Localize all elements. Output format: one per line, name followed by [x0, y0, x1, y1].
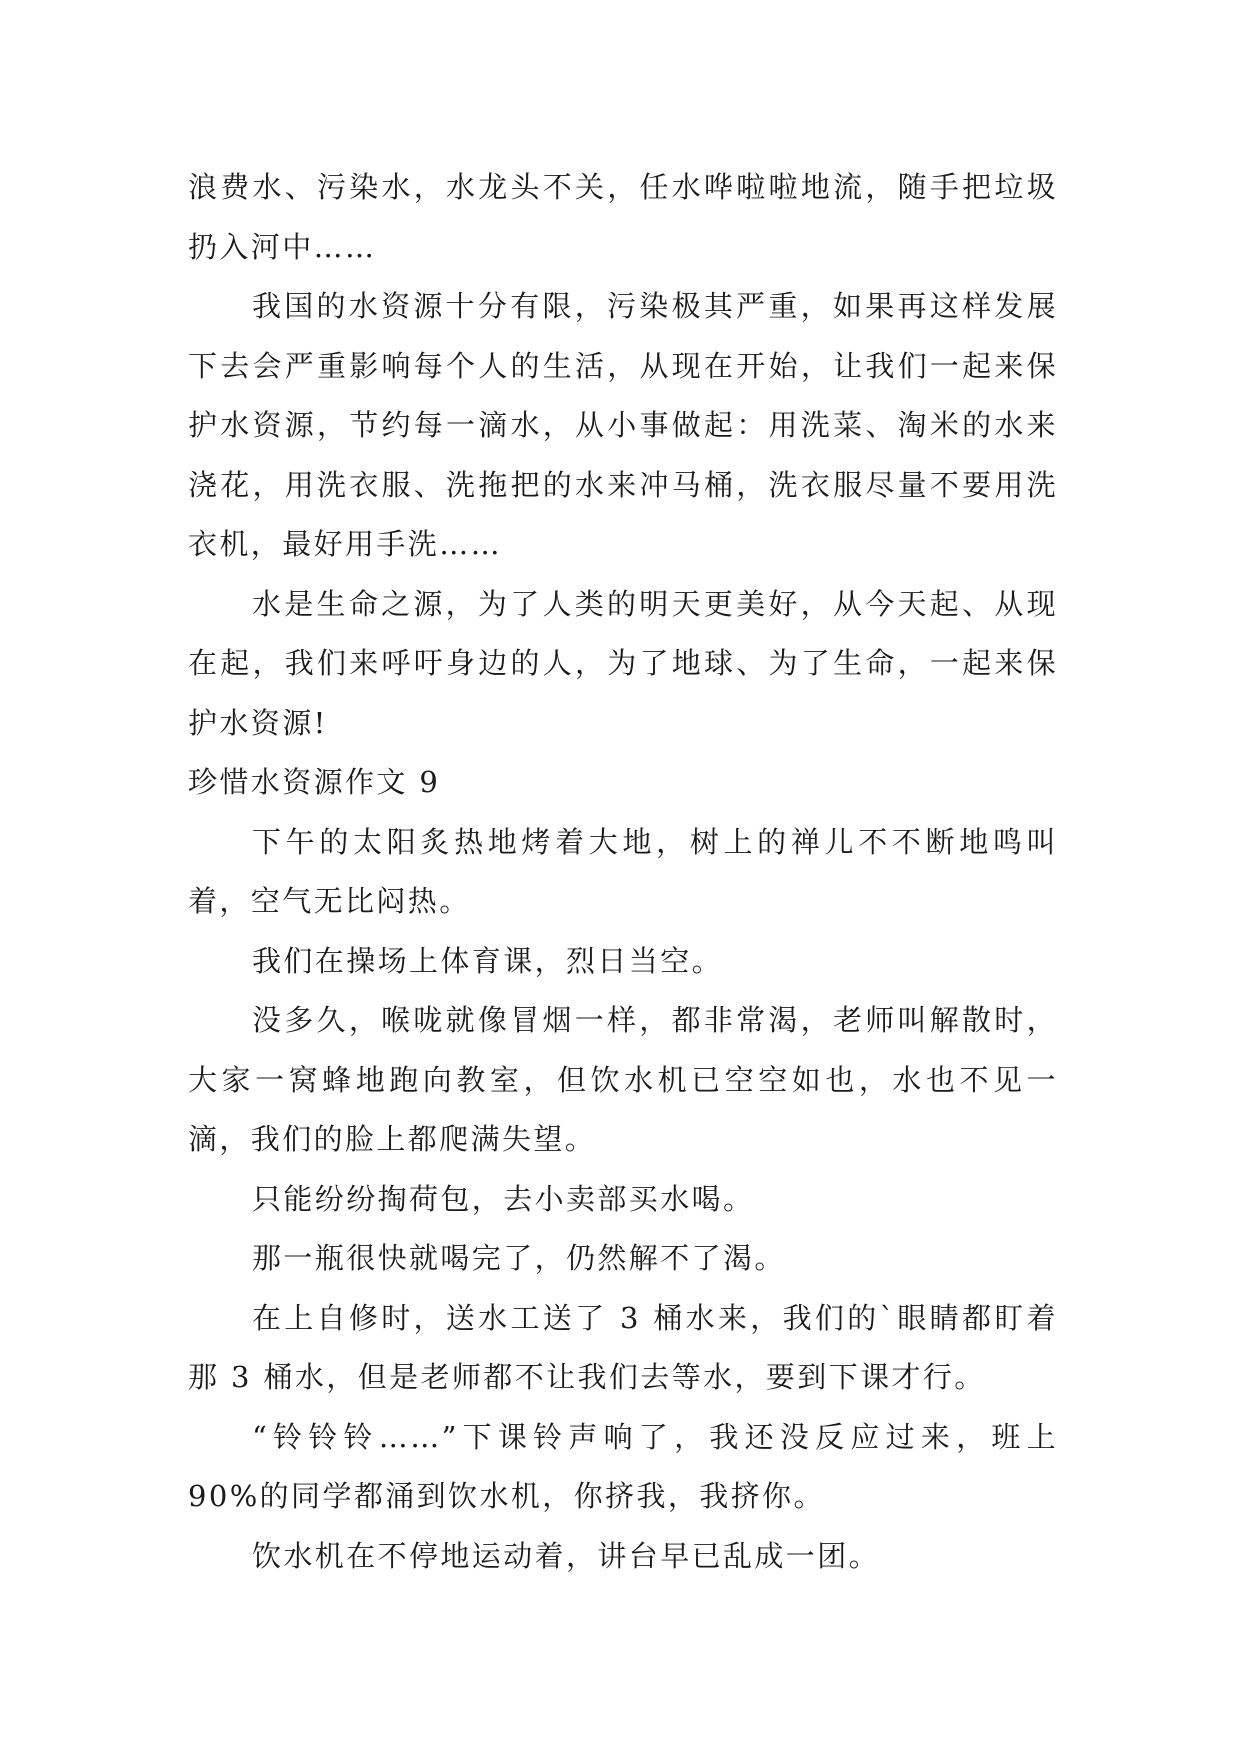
- paragraph: 饮水机在不停地运动着，讲台早已乱成一团。: [252, 1538, 881, 1573]
- paragraph: 浪费水、污染水，水龙头不关，任水哗啦啦地流，随手把垃圾扔入河中……: [188, 170, 1058, 264]
- paragraph: 没多久，喉咙就像冒烟一样，都非常渴，老师叫解散时，大家一窝蜂地跑向教室，但饮水机已空空如也，水也不见一滴，我们的脸上都爬满失望。: [188, 1003, 1058, 1156]
- paragraph: 我国的水资源十分有限，污染极其严重，如果再这样发展下去会严重影响每个人的生活，从现在开始，让我们一起来保护水资源，节约每一滴水，从小事做起：用洗菜、淘米的水来浇花，用洗衣服、洗拖把的水来冲马桶，洗衣服尽量不要用洗衣机，最好用手洗……: [188, 289, 1058, 561]
- paragraph: 在上自修时，送水工送了 3 桶水来，我们的`眼睛都盯着那 3 桶水，但是老师都不让我们去等水，要到下课才行。: [188, 1300, 1058, 1394]
- paragraph: 那一瓶很快就喝完了，仍然解不了渴。: [252, 1241, 786, 1275]
- section-heading: 珍惜水资源作文 9: [188, 765, 441, 799]
- paragraph: 下午的太阳炙热地烤着大地，树上的禅儿不不断地鸣叫着，空气无比闷热。: [188, 824, 1058, 918]
- paragraph: 水是生命之源，为了人类的明天更美好，从今天起、从现在起，我们来呼吁身边的人，为了地球、为了生命，一起来保护水资源!: [188, 586, 1058, 740]
- document-body: [188, 158, 1058, 1586]
- paragraph: 我们在操场上体育课，烈日当空。: [252, 943, 724, 978]
- paragraph: 只能纷纷掏荷包，去小卖部买水喝。: [252, 1181, 755, 1216]
- paragraph: “铃铃铃……”下课铃声响了，我还没反应过来，班上 90%的同学都涌到饮水机，你挤我，我挤你。: [188, 1419, 1058, 1513]
